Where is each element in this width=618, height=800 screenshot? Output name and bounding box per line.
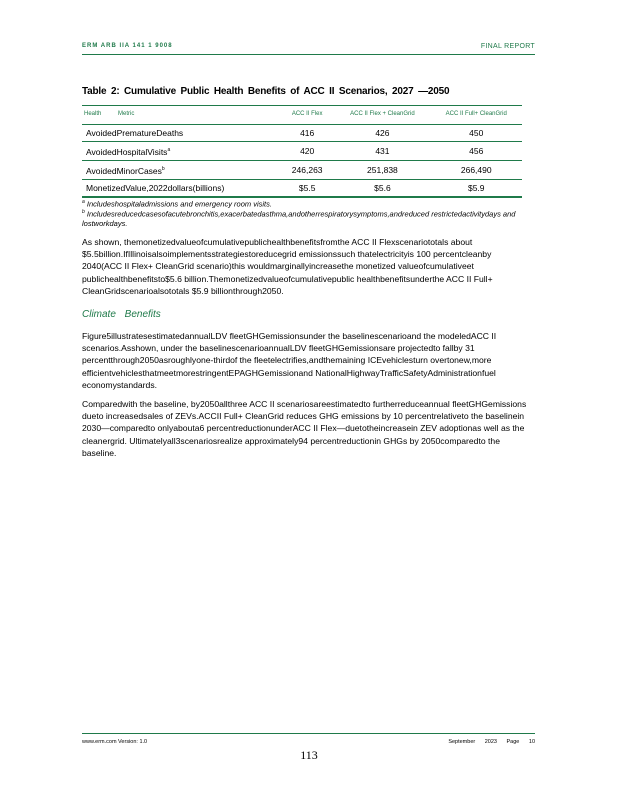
table-row <box>82 179 522 197</box>
row-metric: AvoidedHospitalVisits$^a$ <box>86 146 171 157</box>
table-header-row <box>82 108 522 125</box>
paragraph-climate-comparison: Comparedwith the baseline, by2050allthree ACC II scenariosareestimatedto furtherreduceannual fleetGHGemissions dueto increasedsales of ZEVs.ACCII Full+ CleanGrid reduces GHG emissions by 10 percentrelativeto the baselinein 2030—comparedto onlyabouta6 percentreductionunderACC II Flex—duetotheincreasein ZEV adoptionas well as the cleanergrid. Ultimatelyall3scenariosrealize approximately94 percentreductionin GHGs by 2050comparedto the baseline. <box>82 399 527 458</box>
footnote-marker: b <box>161 165 165 172</box>
paragraph-climate-figure: Figure5illustratesestimatedannualLDV fleetGHGemissionsunder the baselinescenarioand the modeledACC II scenarios.Asshown, under the baselinescenarioannualLDV fleetGHGemissionsare projectedto fallby 31 percentthrough2050asroughlyone-thirdof the fleetelectrifies,andthemaining ICEvehiclesturn overtonew,more efficientvehiclesthatmeetmorestringentEPAGHGemissionand NationalHighwayTrafficSafetyAdministrationfuel economystandards. <box>82 331 497 390</box>
header-acc-flex-cleangrid: ACC II Flex + CleanGrid <box>350 111 415 117</box>
cell-value: $5.9 <box>467 182 485 193</box>
table-row <box>82 125 522 142</box>
cell-value: 416 <box>300 128 315 138</box>
paragraph-health-benefits: As shown, themonetizedvalueofcumulativepublichealthbenefitsfromthe ACC II Flexscenariototals about $5.5billion.IfIllinoisalsoimplementsstrategiestoreducegrid emissionssuch thatelectricityis 100 percentcleanby 2040(ACC II Flex+ CleanGrid scenario)this wouldmarginallyincreasethe monetized valueofcumulativeet publichealthbenefitsto$5.6 billion.Themonetizedvalueofcumulativepublic healthbenefitsunderthe ACC II Full+ CleanGridscenarioalsototals $5.9 billionthrough2050. <box>82 237 493 296</box>
climate-benefits-heading: Climate Benefits <box>82 309 161 320</box>
cell-value: $5.6 <box>374 182 391 193</box>
footer-website-version: www.erm.com Version: 1.0 <box>82 739 148 745</box>
cell-value: 266,490 <box>460 164 492 175</box>
table-row <box>82 160 522 179</box>
benefits-table <box>82 108 522 198</box>
footnote-marker: a <box>167 147 171 153</box>
cell-value: 450 <box>469 128 484 138</box>
cell-value: $5.5 <box>298 182 316 193</box>
footnote-a: $^a$ Includeshospitaladmissions and emergency room visits. <box>82 199 272 209</box>
footer-date-page: September 2023 Page 10 <box>448 739 535 745</box>
header-health: Health <box>84 111 102 117</box>
footer-divider <box>82 733 535 734</box>
table-row <box>82 142 522 161</box>
cell-value: 431 <box>375 145 390 156</box>
cell-value: 251,838 <box>367 164 398 175</box>
row-metric: AvoidedPrematureDeaths <box>86 128 184 138</box>
cell-value: 246,263 <box>291 164 323 175</box>
cell-value: 456 <box>469 145 484 156</box>
page-number: 113 <box>300 748 318 762</box>
row-metric: MonetizedValue,2022dollars(billions) <box>86 182 225 193</box>
cell-value: 420 <box>300 145 315 156</box>
header-metric: Metric <box>118 111 135 117</box>
row-metric: AvoidedMinorCases$^b$ <box>86 165 165 176</box>
header-left-text: ERM ARB IIA 141 1 9008 <box>82 43 173 49</box>
header-acc-flex: ACC II Flex <box>291 111 323 117</box>
cell-value: 426 <box>375 128 390 138</box>
header-report-label: FINAL REPORT <box>480 43 535 50</box>
header-acc-full-cleangrid: ACC II Full+ CleanGrid <box>445 111 507 117</box>
header-divider <box>82 54 535 55</box>
table-top-rule <box>82 105 522 106</box>
footnote-b: $^b$ Includesreducedcasesofacutebronchitis,exacerbatedasthma,andotherrespiratorysymptoms,andreduced restrictedactivitydays and lostworkdays. <box>82 209 516 228</box>
table-title: Table 2: Cumulative Public Health Benefits of ACC II Scenarios, 2027 —2050 <box>82 86 450 97</box>
